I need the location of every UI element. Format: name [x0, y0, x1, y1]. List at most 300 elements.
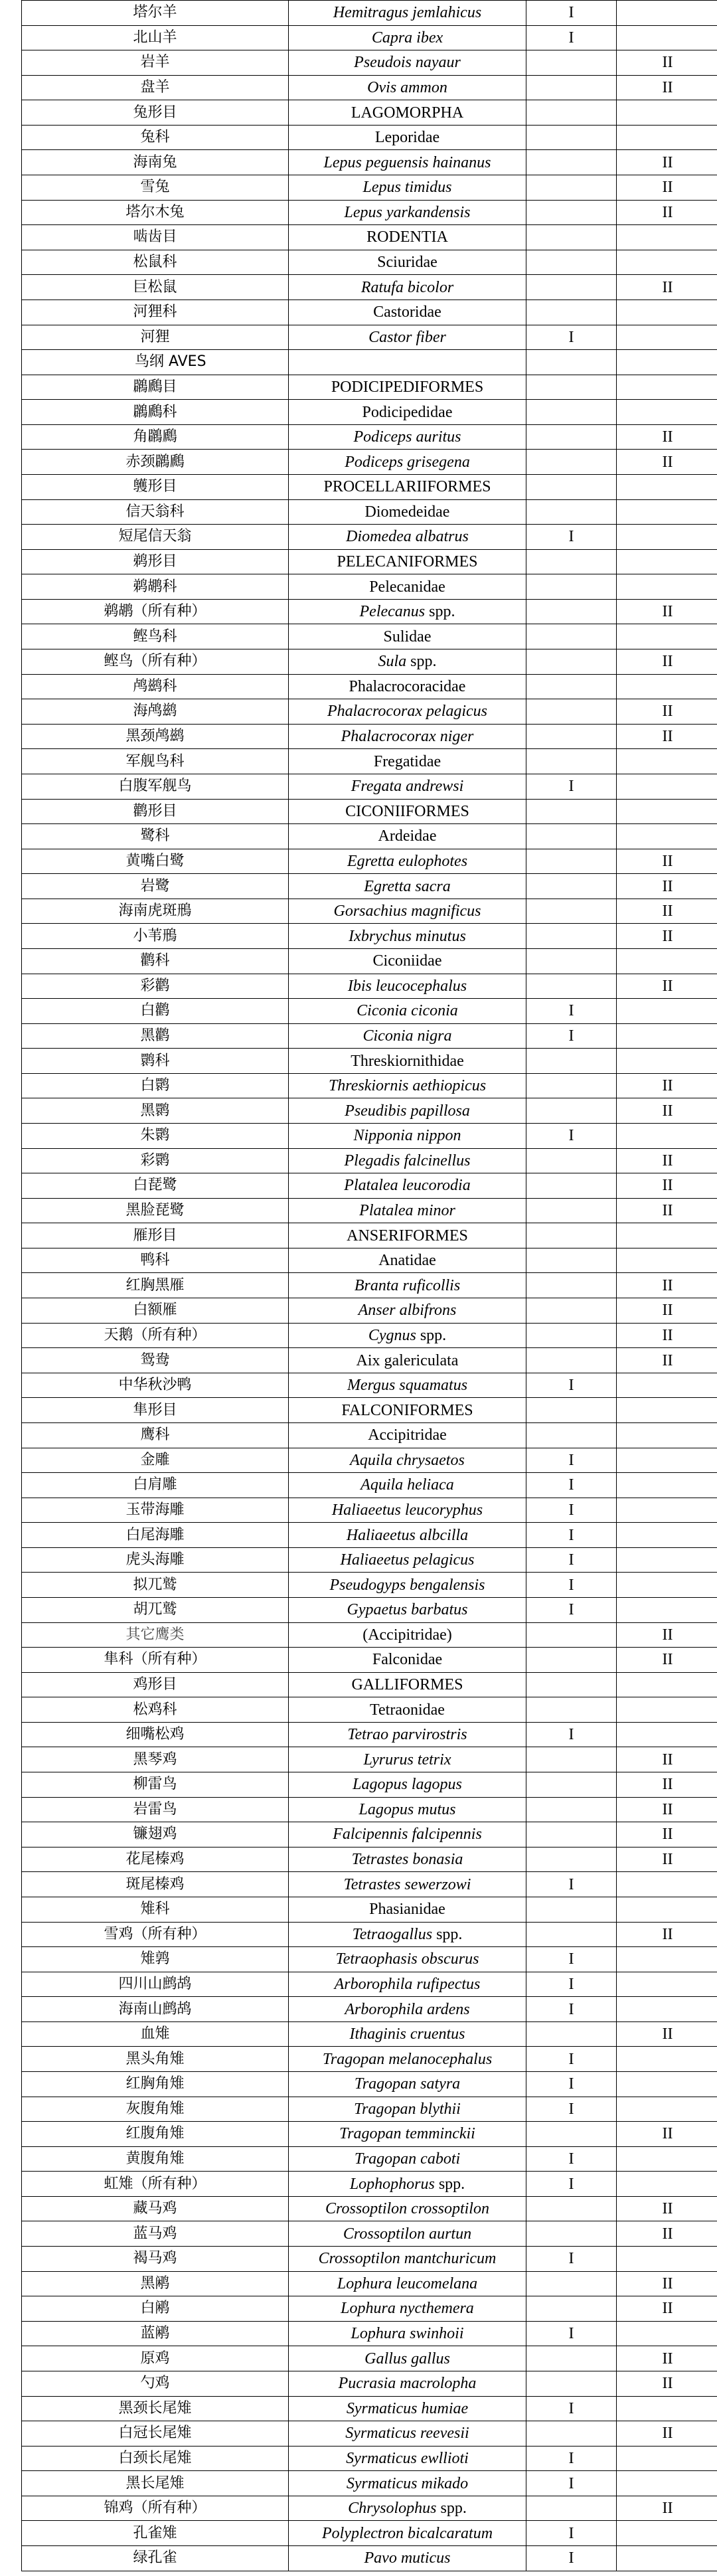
- protection-class-ii-cell: [617, 1547, 717, 1573]
- table-row: [22, 375, 717, 400]
- chinese-name-cell: 黑鹳: [22, 1023, 289, 1049]
- chinese-name-cell: 朱鹮: [22, 1124, 289, 1149]
- protection-class-i-cell: [526, 50, 617, 76]
- protection-class-i-cell: I: [526, 1448, 617, 1473]
- table-row: [22, 424, 717, 450]
- table-row: [22, 699, 717, 725]
- scientific-name: Ovis ammon: [367, 79, 447, 97]
- protection-class-i-cell: [526, 200, 617, 225]
- chinese-name-cell: 白颈长尾雉: [22, 2446, 289, 2471]
- chinese-name-cell: 蓝鹇: [22, 2321, 289, 2346]
- scientific-name-cell: [289, 1847, 526, 1872]
- protection-class-ii-cell: II: [617, 599, 717, 624]
- chinese-name-cell: 红胸黑雁: [22, 1273, 289, 1298]
- chinese-name-cell: 鸟纲 AVES: [22, 350, 289, 375]
- protection-class-ii-cell: II: [617, 974, 717, 999]
- table-row: [22, 474, 717, 499]
- table-row: [22, 2346, 717, 2371]
- scientific-name: Ithaginis cruentus: [349, 2025, 465, 2043]
- protection-class-i-cell: I: [526, 1573, 617, 1598]
- scientific-name-cell: [289, 1198, 526, 1223]
- protection-class-ii-cell: [617, 1448, 717, 1473]
- chinese-name-cell: 镰翅鸡: [22, 1822, 289, 1847]
- chinese-name-cell: 虹雉（所有种）: [22, 2172, 289, 2197]
- protection-class-ii-cell: II: [617, 1922, 717, 1947]
- scientific-name-cell: [289, 325, 526, 350]
- chinese-name-cell: 白肩雕: [22, 1473, 289, 1498]
- scientific-name-cell: [289, 799, 526, 824]
- scientific-name-cell: [289, 175, 526, 201]
- scientific-name: Cygnus: [368, 1326, 416, 1344]
- protection-class-i-cell: I: [526, 2071, 617, 2097]
- protection-class-i-cell: [526, 674, 617, 699]
- chinese-name-cell: 黑颈长尾雉: [22, 2396, 289, 2421]
- table-row: [22, 1148, 717, 1173]
- chinese-name-cell: 塔尔羊: [22, 1, 289, 26]
- protection-class-i-cell: [526, 100, 617, 126]
- scientific-name-suffix: spp.: [416, 1326, 447, 1344]
- protection-class-ii-cell: [617, 2172, 717, 2197]
- scientific-name: Mergus squamatus: [347, 1377, 468, 1395]
- protection-class-i-cell: [526, 1422, 617, 1448]
- scientific-name-cell: [289, 599, 526, 624]
- table-row: [22, 1073, 717, 1098]
- scientific-name: Pelecanus: [359, 603, 426, 621]
- scientific-name-cell: [289, 1598, 526, 1623]
- protection-class-i-cell: [526, 1273, 617, 1298]
- protection-class-i-cell: I: [526, 1473, 617, 1498]
- chinese-name-cell: 鸊鷉科: [22, 400, 289, 425]
- scientific-name-cell: [289, 525, 526, 550]
- table-row: [22, 1273, 717, 1298]
- scientific-name-cell: [289, 1398, 526, 1423]
- chinese-name-cell: 鹈形目: [22, 549, 289, 574]
- chinese-name-cell: 原鸡: [22, 2346, 289, 2371]
- chinese-name-cell: 孔雀雉: [22, 2521, 289, 2546]
- protection-class-i-cell: [526, 824, 617, 849]
- protection-class-i-cell: I: [526, 2396, 617, 2421]
- scientific-name: Capra ibex: [371, 29, 443, 46]
- chinese-name-cell: 虎头海雕: [22, 1547, 289, 1573]
- table-row: [22, 1672, 717, 1697]
- protection-class-i-cell: I: [526, 2446, 617, 2471]
- table-row: [22, 774, 717, 799]
- scientific-name: GALLIFORMES: [351, 1676, 463, 1694]
- chinese-name-cell: 海南兔: [22, 150, 289, 175]
- protection-class-ii-cell: II: [617, 1348, 717, 1373]
- scientific-name: Pelecanidae: [369, 578, 445, 596]
- scientific-name: Platalea leucorodia: [344, 1177, 471, 1195]
- table-row: [22, 2146, 717, 2172]
- chinese-name-cell: 黄嘴白鹭: [22, 849, 289, 874]
- scientific-name: Podiceps auritus: [353, 428, 461, 446]
- scientific-name-cell: [289, 2321, 526, 2346]
- scientific-name: RODENTIA: [366, 228, 448, 246]
- protection-class-i-cell: [526, 1847, 617, 1872]
- protection-class-ii-cell: II: [617, 275, 717, 300]
- scientific-name-suffix: spp.: [436, 2500, 467, 2518]
- chinese-name-cell: 玉带海雕: [22, 1498, 289, 1523]
- scientific-name-cell: [289, 1098, 526, 1124]
- protection-class-ii-cell: II: [617, 2296, 717, 2322]
- protection-class-i-cell: [526, 1223, 617, 1248]
- protection-class-ii-cell: II: [617, 2196, 717, 2221]
- protection-class-i-cell: [526, 1198, 617, 1223]
- scientific-name-cell: [289, 1, 526, 26]
- species-protection-table: [21, 0, 717, 2571]
- scientific-name: Platalea minor: [359, 1202, 455, 1220]
- scientific-name: Lagopus lagopus: [353, 1776, 462, 1794]
- chinese-name-cell: 红腹角雉: [22, 2122, 289, 2147]
- scientific-name: Haliaeetus leucoryphus: [331, 1501, 483, 1519]
- table-row: [22, 948, 717, 974]
- scientific-name-cell: [289, 1273, 526, 1298]
- protection-class-ii-cell: II: [617, 2122, 717, 2147]
- table-row: [22, 1049, 717, 1074]
- protection-class-ii-cell: II: [617, 874, 717, 899]
- table-row: [22, 2196, 717, 2221]
- scientific-name: Egretta eulophotes: [347, 852, 468, 870]
- chinese-name-cell: 鹱形目: [22, 474, 289, 499]
- chinese-name-cell: 鹭科: [22, 824, 289, 849]
- table-row: [22, 1323, 717, 1348]
- protection-class-ii-cell: II: [617, 1622, 717, 1648]
- chinese-name-cell: 黑颈鸬鹚: [22, 724, 289, 749]
- scientific-name-cell: [289, 674, 526, 699]
- scientific-name: Arborophila rufipectus: [334, 1975, 481, 1993]
- protection-class-i-cell: [526, 450, 617, 475]
- table-row: [22, 400, 717, 425]
- table-row: [22, 1422, 717, 1448]
- chinese-name-cell: 四川山鹧鸪: [22, 1972, 289, 1997]
- protection-class-ii-cell: II: [617, 2221, 717, 2247]
- protection-class-i-cell: [526, 175, 617, 201]
- protection-class-ii-cell: II: [617, 2421, 717, 2447]
- scientific-name-cell: [289, 549, 526, 574]
- protection-class-i-cell: [526, 699, 617, 725]
- protection-class-i-cell: [526, 1772, 617, 1798]
- protection-class-i-cell: I: [526, 2521, 617, 2546]
- table-row: [22, 2471, 717, 2496]
- scientific-name-cell: [289, 275, 526, 300]
- protection-class-ii-cell: [617, 300, 717, 325]
- chinese-name-cell: 白额雁: [22, 1298, 289, 1324]
- scientific-name: Crossoptilon aurtun: [343, 2225, 472, 2243]
- scientific-name-cell: [289, 2122, 526, 2147]
- scientific-name: Phalacrocorax niger: [341, 728, 474, 746]
- table-row: [22, 1498, 717, 1523]
- table-row: [22, 1797, 717, 1822]
- protection-class-ii-cell: [617, 400, 717, 425]
- scientific-name-cell: [289, 1997, 526, 2022]
- table-row: [22, 2122, 717, 2147]
- scientific-name-cell: [289, 1672, 526, 1697]
- scientific-name-cell: [289, 1922, 526, 1947]
- table-row: [22, 350, 717, 375]
- protection-class-i-cell: I: [526, 999, 617, 1024]
- table-row: [22, 874, 717, 899]
- protection-class-ii-cell: [617, 125, 717, 150]
- chinese-name-cell: 海南山鹧鸪: [22, 1997, 289, 2022]
- table-row: [22, 325, 717, 350]
- scientific-name: Ratufa bicolor: [360, 278, 454, 296]
- protection-class-ii-cell: [617, 674, 717, 699]
- table-row: [22, 1922, 717, 1947]
- scientific-name-cell: [289, 1897, 526, 1922]
- protection-class-i-cell: [526, 400, 617, 425]
- protection-class-i-cell: [526, 1248, 617, 1273]
- table-row: [22, 2496, 717, 2521]
- scientific-name-suffix: spp.: [432, 1925, 463, 1943]
- scientific-name: Castor fiber: [368, 328, 446, 346]
- scientific-name-cell: [289, 250, 526, 275]
- protection-class-ii-cell: [617, 749, 717, 774]
- protection-class-ii-cell: [617, 1473, 717, 1498]
- protection-class-ii-cell: [617, 1573, 717, 1598]
- scientific-name-cell: [289, 2421, 526, 2447]
- chinese-name-cell: 鹰科: [22, 1422, 289, 1448]
- protection-class-i-cell: [526, 350, 617, 375]
- scientific-name-cell: [289, 100, 526, 126]
- protection-class-ii-cell: [617, 824, 717, 849]
- table-row: [22, 999, 717, 1024]
- protection-class-ii-cell: II: [617, 1323, 717, 1348]
- scientific-name: Fregata andrewsi: [351, 778, 464, 796]
- protection-class-i-cell: [526, 624, 617, 649]
- protection-class-ii-cell: [617, 1023, 717, 1049]
- scientific-name: Gallus gallus: [364, 2350, 450, 2367]
- scientific-name-cell: [289, 2446, 526, 2471]
- chinese-name-cell: 鸳鸯: [22, 1348, 289, 1373]
- chinese-name-cell: 塔尔木兔: [22, 200, 289, 225]
- chinese-name-cell: 白琵鹭: [22, 1173, 289, 1199]
- chinese-name-cell: 鹈鹕（所有种）: [22, 599, 289, 624]
- chinese-name-cell: 黄腹角雉: [22, 2146, 289, 2172]
- scientific-name: Tragopan caboti: [354, 2150, 461, 2168]
- table-row: [22, 2247, 717, 2272]
- scientific-name: Podiceps grisegena: [345, 453, 470, 471]
- protection-class-ii-cell: [617, 1373, 717, 1398]
- protection-class-ii-cell: [617, 2047, 717, 2072]
- chinese-name-cell: 鲣鸟科: [22, 624, 289, 649]
- protection-class-i-cell: [526, 1049, 617, 1074]
- table-row: [22, 1897, 717, 1922]
- table-row: [22, 1198, 717, 1223]
- protection-class-i-cell: I: [526, 1023, 617, 1049]
- protection-class-i-cell: [526, 2371, 617, 2396]
- table-row: [22, 749, 717, 774]
- scientific-name: Lophura swinhoii: [351, 2325, 464, 2343]
- chinese-name-cell: 兔形目: [22, 100, 289, 126]
- scientific-name: Castoridae: [373, 303, 441, 321]
- protection-class-ii-cell: [617, 624, 717, 649]
- table-row: [22, 1348, 717, 1373]
- protection-class-i-cell: [526, 1797, 617, 1822]
- scientific-name: Falconidae: [372, 1651, 443, 1669]
- protection-class-ii-cell: [617, 250, 717, 275]
- chinese-name-cell: 雁形目: [22, 1223, 289, 1248]
- protection-class-i-cell: [526, 1148, 617, 1173]
- scientific-name: Fregatidae: [373, 752, 441, 770]
- chinese-name-cell: 细嘴松鸡: [22, 1722, 289, 1747]
- protection-class-i-cell: I: [526, 1547, 617, 1573]
- scientific-name-cell: [289, 400, 526, 425]
- scientific-name: Ibis leucocephalus: [347, 977, 467, 995]
- scientific-name-cell: [289, 200, 526, 225]
- protection-class-ii-cell: II: [617, 2496, 717, 2521]
- table-row: [22, 1822, 717, 1847]
- table-row: [22, 1847, 717, 1872]
- protection-class-i-cell: I: [526, 2172, 617, 2197]
- protection-class-i-cell: [526, 724, 617, 749]
- scientific-name-cell: [289, 1124, 526, 1149]
- protection-class-i-cell: [526, 1747, 617, 1772]
- table-row: [22, 1398, 717, 1423]
- protection-class-ii-cell: [617, 1248, 717, 1273]
- table-row: [22, 450, 717, 475]
- protection-class-ii-cell: [617, 1523, 717, 1548]
- protection-class-ii-cell: [617, 2071, 717, 2097]
- protection-class-i-cell: [526, 1622, 617, 1648]
- protection-class-ii-cell: [617, 1897, 717, 1922]
- table-row: [22, 1523, 717, 1548]
- chinese-name-cell: 小苇鳽: [22, 924, 289, 949]
- table-row: [22, 1547, 717, 1573]
- protection-class-ii-cell: [617, 225, 717, 250]
- protection-class-i-cell: I: [526, 1498, 617, 1523]
- scientific-name: Lyrurus tetrix: [363, 1751, 451, 1768]
- scientific-name: Syrmaticus mikado: [346, 2474, 469, 2492]
- table-row: [22, 1573, 717, 1598]
- scientific-name-cell: [289, 1023, 526, 1049]
- table-row: [22, 924, 717, 949]
- protection-class-i-cell: I: [526, 1947, 617, 1972]
- table-row: [22, 2047, 717, 2072]
- protection-class-i-cell: I: [526, 325, 617, 350]
- table-row: [22, 200, 717, 225]
- chinese-name-cell: 锦鸡（所有种）: [22, 2496, 289, 2521]
- scientific-name-cell: [289, 724, 526, 749]
- scientific-name: Aquila heliaca: [360, 1476, 454, 1494]
- protection-class-ii-cell: [617, 549, 717, 574]
- table-row: [22, 1997, 717, 2022]
- protection-class-i-cell: I: [526, 1, 617, 26]
- protection-class-i-cell: [526, 1173, 617, 1199]
- scientific-name-cell: [289, 2271, 526, 2296]
- scientific-name-suffix: spp.: [425, 603, 455, 621]
- scientific-name-cell: [289, 1223, 526, 1248]
- scientific-name-cell: [289, 948, 526, 974]
- chinese-name-cell: 岩羊: [22, 50, 289, 76]
- table-row: [22, 150, 717, 175]
- chinese-name-cell: 白尾海雕: [22, 1523, 289, 1548]
- protection-class-i-cell: [526, 225, 617, 250]
- chinese-name-cell: 河狸: [22, 325, 289, 350]
- protection-class-i-cell: [526, 1398, 617, 1423]
- scientific-name: Egretta sacra: [364, 877, 451, 895]
- scientific-name: Diomedea albatrus: [346, 528, 469, 546]
- scientific-name-cell: [289, 1797, 526, 1822]
- protection-class-ii-cell: II: [617, 150, 717, 175]
- protection-class-i-cell: I: [526, 2097, 617, 2122]
- protection-class-ii-cell: II: [617, 699, 717, 725]
- scientific-name: Haliaeetus pelagicus: [340, 1551, 475, 1569]
- table-row: [22, 599, 717, 624]
- table-row: [22, 624, 717, 649]
- scientific-name-cell: [289, 1373, 526, 1398]
- protection-class-i-cell: [526, 924, 617, 949]
- protection-class-i-cell: [526, 424, 617, 450]
- protection-class-ii-cell: II: [617, 75, 717, 100]
- scientific-name-cell: [289, 774, 526, 799]
- protection-class-ii-cell: [617, 1972, 717, 1997]
- chinese-name-cell: 彩鹮: [22, 1148, 289, 1173]
- chinese-name-cell: 花尾榛鸡: [22, 1847, 289, 1872]
- protection-class-ii-cell: [617, 1672, 717, 1697]
- scientific-name: Ciconiidae: [372, 952, 442, 970]
- chinese-name-cell: 海鸬鹚: [22, 699, 289, 725]
- protection-class-ii-cell: [617, 774, 717, 799]
- scientific-name: Tetraophasis obscurus: [335, 1950, 479, 1968]
- scientific-name: Anser albifrons: [358, 1302, 457, 1320]
- chinese-name-cell: 鹮科: [22, 1049, 289, 1074]
- protection-class-i-cell: [526, 250, 617, 275]
- scientific-name-cell: [289, 974, 526, 999]
- chinese-name-cell: 角鸊鷉: [22, 424, 289, 450]
- chinese-name-cell: 白鹳: [22, 999, 289, 1024]
- scientific-name: Sulidae: [383, 628, 432, 645]
- table-row: [22, 1697, 717, 1723]
- scientific-name: FALCONIFORMES: [341, 1401, 473, 1419]
- protection-class-i-cell: I: [526, 525, 617, 550]
- scientific-name-cell: [289, 225, 526, 250]
- scientific-name-cell: [289, 1947, 526, 1972]
- protection-class-ii-cell: II: [617, 2021, 717, 2047]
- table-row: [22, 1223, 717, 1248]
- scientific-name-cell: [289, 1648, 526, 1673]
- table-row: [22, 1173, 717, 1199]
- protection-class-i-cell: [526, 1098, 617, 1124]
- table-row: [22, 1722, 717, 1747]
- table-row: [22, 1023, 717, 1049]
- protection-class-i-cell: [526, 1922, 617, 1947]
- chinese-name-cell: 白冠长尾雉: [22, 2421, 289, 2447]
- protection-class-i-cell: [526, 574, 617, 600]
- protection-class-i-cell: [526, 1897, 617, 1922]
- scientific-name: Polyplectron bicalcaratum: [321, 2524, 493, 2542]
- protection-class-ii-cell: II: [617, 2346, 717, 2371]
- scientific-name: Podicipedidae: [362, 403, 453, 421]
- table-row: [22, 724, 717, 749]
- protection-class-i-cell: [526, 2196, 617, 2221]
- chinese-name-cell: 鹳形目: [22, 799, 289, 824]
- table-row: [22, 2271, 717, 2296]
- protection-class-i-cell: [526, 874, 617, 899]
- table-row: [22, 1, 717, 26]
- table-row: [22, 25, 717, 50]
- protection-class-ii-cell: II: [617, 649, 717, 675]
- protection-class-ii-cell: II: [617, 1772, 717, 1798]
- scientific-name-suffix: spp.: [406, 653, 437, 671]
- chinese-name-cell: 黑鹮: [22, 1098, 289, 1124]
- protection-class-i-cell: I: [526, 1598, 617, 1623]
- scientific-name: Phalacrocorax pelagicus: [327, 703, 488, 721]
- scientific-name: Falcipennis falcipennis: [333, 1826, 482, 1844]
- scientific-name-cell: [289, 924, 526, 949]
- scientific-name: Aquila chrysaetos: [350, 1451, 465, 1469]
- scientific-name-cell: [289, 125, 526, 150]
- protection-class-ii-cell: [617, 574, 717, 600]
